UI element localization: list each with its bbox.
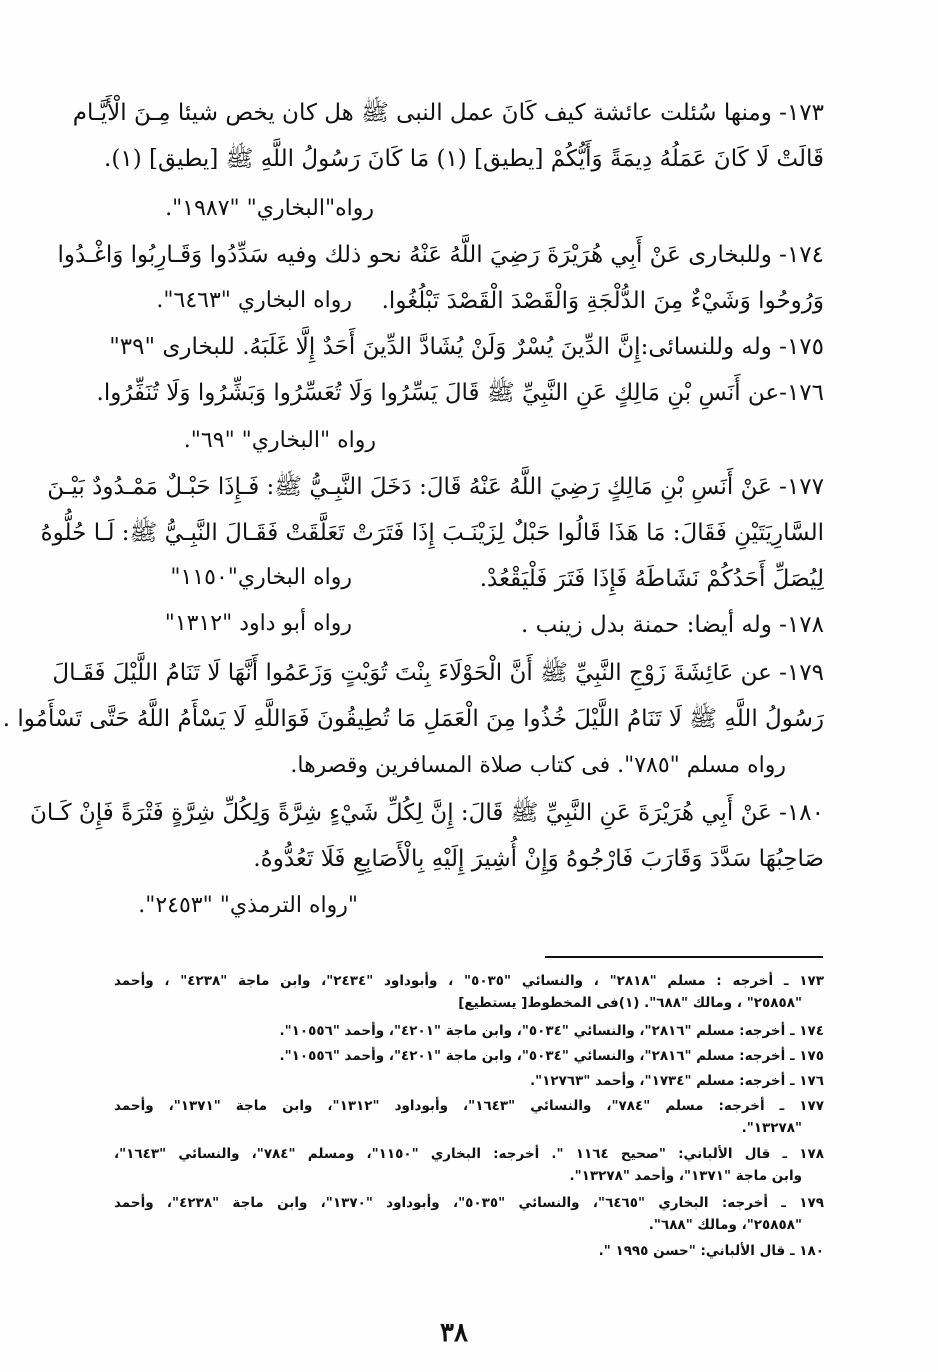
footnote-line: ١٧٥ ـ أخرجه: مسلم "٢٨١٦"، والنسائي "٥٠٣٤"، وابن ماجة "٤٢٠١"، وأحمد "١٠٥٥٦". (279, 1048, 824, 1064)
footnote-line: ١٧٩ ـ أخرجه: البخاري "٦٤٦٥"، والنسائي "٥٠٣٥"، وأبوداود "١٣٧٠"، وابن ماجة "٤٢٣٨"، وأحمد (114, 1195, 824, 1211)
footnote-line: ١٧٨ ـ قال الألباني: "صحيح ١١٦٤ ". أخرجه: البخاري "١١٥٠"، ومسلم "٧٨٤"، والنسائي "١٦٤٣"، (114, 1146, 825, 1162)
text-line: رَسُولُ اللَّهِ ﷺ لَا تَنَامُ اللَّيْلَ خُذُوا مِنَ الْعَمَلِ مَا تُطِيقُونَ فَوَاللَّهِ لَا يَسْأَمُ اللَّهُ حَتَّى تَسْأَمُوا . (2, 706, 824, 732)
footnote-line: "٢٥٨٥٨"، ومالك "٦٨٨". (648, 1217, 802, 1233)
source-citation: "رواه الترمذي" "٢٤٥٣". (138, 893, 358, 918)
text-line: ١٧٨- وله أيضا: حمنة بدل زينب . (521, 612, 824, 638)
text-line: ١٧٥- وله وللنسائى:إِنَّ الدِّينَ يُسْرٌ وَلَنْ يُشَادَّ الدِّينَ أَحَدٌ إِلَّا غَلَبَهُ. للبخارى "٣٩" (109, 334, 824, 360)
source-citation: رواه مسلم "٧٨٥". فى كتاب صلاة المسافرين وقصرها. (290, 753, 786, 778)
footnote-line: "١٣٢٧٨". (741, 1120, 802, 1136)
footnote-separator (545, 956, 823, 958)
footnote-line: ١٧٤ ـ أخرجه: مسلم "٢٨١٦"، والنسائي "٥٠٣٤"، وابن ماجة "٤٢٠١"، وأحمد "١٠٥٥٦". (279, 1023, 824, 1039)
text-line: السَّارِيَتَيْنِ فَقَالَ: مَا هَذَا قَالُوا حَبْلٌ لِزَيْنَـبَ إِذَا فَتَرَتْ تَعَلَّقَتْ فَقَـالَ النَّبِـيُّ ﷺ: لَـا حُلُّوهُ (40, 520, 824, 546)
footnote-line: ١٧٧ ـ أخرجه: مسلم "٧٨٤"، والنسائي "١٦٤٣"، وأبوداود "١٣١٢"، وابن ماجة "١٣٧١"، وأحمد (114, 1098, 824, 1114)
page-number: ٣٨ (440, 1318, 468, 1348)
text-line: وَرُوحُوا وَشَيْءٌ مِنَ الدُّلْجَةِ وَالْقَصْدَ الْقَصْدَ تَبْلُغُوا. (381, 288, 824, 314)
source-citation: رواه"البخاري" "١٩٨٧". (165, 196, 374, 221)
source-citation: رواه "البخاري" "٦٩". (183, 428, 376, 453)
text-line: صَاحِبُهَا سَدَّدَ وَقَارَبَ فَارْجُوهُ وَإِنْ أُشِيرَ إِلَيْهِ بِالْأَصَابِعِ فَلَا تَعُدُّوهُ. (253, 846, 824, 872)
footnote-line: "٢٥٨٥٨" ، ومالك "٦٨٨". (١)فى المخطوط[ يستطيع] (458, 995, 802, 1011)
source-citation: رواه البخاري "٦٤٦٣". (156, 288, 352, 313)
footnote-line: ١٧٦ ـ أخرجه: مسلم "١٧٣٤"، وأحمد "١٢٧٦٣". (530, 1073, 824, 1089)
text-line: ١٧٤- وللبخارى عَنْ أَبِي هُرَيْرَةَ رَضِيَ اللَّهُ عَنْهُ نحو ذلك وفيه سَدِّدُوا وَقَـارِبُوا وَاغْـدُوا (57, 242, 824, 268)
text-line: لِيُصَلِّ أَحَدُكُمْ نَشَاطَهُ فَإِذَا فَتَرَ فَلْيَقْعُدْ. (479, 566, 824, 592)
text-line: ١٧٧- عَنْ أَنَسِ بْنِ مَالِكٍ رَضِيَ اللَّهُ عَنْهُ قَالَ: دَخَلَ النَّبِـيُّ ﷺ: فَـإِذَا حَبْـلٌ مَمْـدُودٌ بَيْـنَ (47, 474, 824, 500)
text-line: ١٨٠- عَنْ أَبِي هُرَيْرَةَ عَنِ النَّبِيِّ ﷺ قَالَ: إِنَّ لِكُلِّ شَيْءٍ شِرَّةً وَلِكُلِّ شِرَّةٍ فَتْرَةً فَإِنْ كَـانَ (30, 800, 824, 826)
text-line: قَالَتْ لَا كَانَ عَمَلُهُ دِيمَةً وَأَيُّكُمْ [يطيق] (١) مَا كَانَ رَسُولُ اللَّهِ ﷺ [يطيق] (١). (104, 146, 824, 172)
source-citation: رواه أبو داود "١٣١٢" (164, 611, 352, 636)
source-citation: رواه البخاري"١١٥٠" (170, 565, 352, 590)
footnote-line: ١٧٣ ـ أخرجه : مسلم "٢٨١٨" ، والنسائي "٥٠٣٥" ، وأبوداود "٢٤٣٤"، وابن ماجة "٤٢٣٨" ، وأحمد (114, 973, 824, 989)
text-line: ١٧٦-عن أَنَسِ بْنِ مَالِكٍ عَنِ النَّبِيِّ ﷺ قَالَ يَسِّرُوا وَلَا تُعَسِّرُوا وَبَشِّرُوا وَلَا تُنَفِّرُوا. (96, 380, 824, 406)
text-line: ١٧٩- عن عَائِشَةَ زَوْجِ النَّبِيِّ ﷺ أَنَّ الْحَوْلَاءَ بِنْتَ تُوَيْتٍ وَزَعَمُوا أَنَّهَا لَا تَنَامُ اللَّيْلَ فَقَـالَ (52, 660, 824, 686)
text-line: ١٧٣- ومنها سُئلت عائشة كيف كَانَ عمل النبى ﷺ هل كان يخص شيئا مِـنَ الْأَيَّـام (72, 100, 824, 126)
footnote-line: وابن ماجة "١٣٧١"، وأحمد "١٣٢٧٨". (569, 1168, 802, 1184)
footnote-line: ١٨٠ ـ قال الألباني: "حسن ١٩٩٥ ". (598, 1243, 824, 1259)
